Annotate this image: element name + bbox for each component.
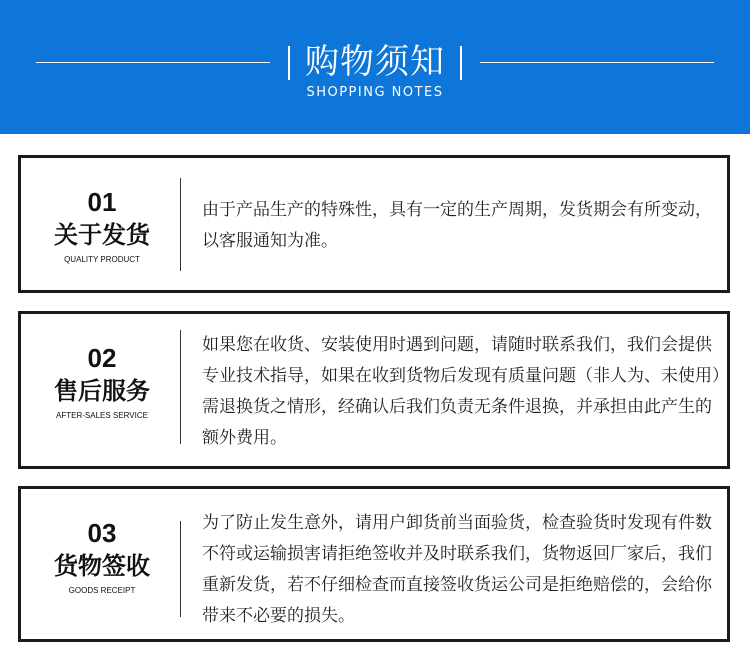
- card-text: 如果您在收货、安装使用时遇到问题，请随时联系我们，我们会提供专业技术指导，如果在收到货物后发现有质量问题（非人为、未使用）需退换货之情形，经确认后我们负责无条件退换，并承担由此产生的额外费用。: [202, 335, 721, 448]
- card-text: 由于产品生产的特殊性，具有一定的生产周期，发货期会有所变动，以客服通知为准。: [202, 200, 712, 251]
- card-title: 货物签收: [54, 552, 150, 580]
- card-subtitle: QUALITY PRODUCT: [64, 255, 140, 264]
- notice-card-receipt: [18, 486, 730, 642]
- page-title: 购物须知: [305, 42, 445, 82]
- notice-card-after-sales: [18, 311, 730, 469]
- header-right-line: [480, 62, 714, 63]
- card-title: 关于发货: [54, 221, 150, 249]
- notice-card-shipping: [18, 155, 730, 293]
- card-subtitle: GOODS RECEIPT: [68, 586, 136, 595]
- card-subtitle: AFTER-SALES SERVICE: [56, 411, 148, 420]
- card-text: 为了防止发生意外，请用户卸货前当面验货，检查验货时发现有件数不符或运输损害请拒绝签收并及时联系我们，货物返回厂家后，我们重新发货，若不仔细检查而直接签收货运公司是拒绝赔偿的，会给你带来不必要的损失。: [202, 513, 712, 626]
- header-banner: [0, 0, 750, 134]
- card-title: 售后服务: [54, 377, 150, 405]
- page-subtitle: SHOPPING NOTES: [306, 85, 444, 100]
- card-divider: [180, 521, 181, 617]
- card-number: 01: [87, 187, 117, 217]
- card-number: 03: [87, 518, 117, 548]
- card-number: 02: [87, 343, 117, 373]
- header-left-line: [36, 62, 270, 63]
- title-right-bar: [460, 46, 462, 80]
- card-divider: [180, 178, 181, 271]
- card-divider: [180, 330, 181, 444]
